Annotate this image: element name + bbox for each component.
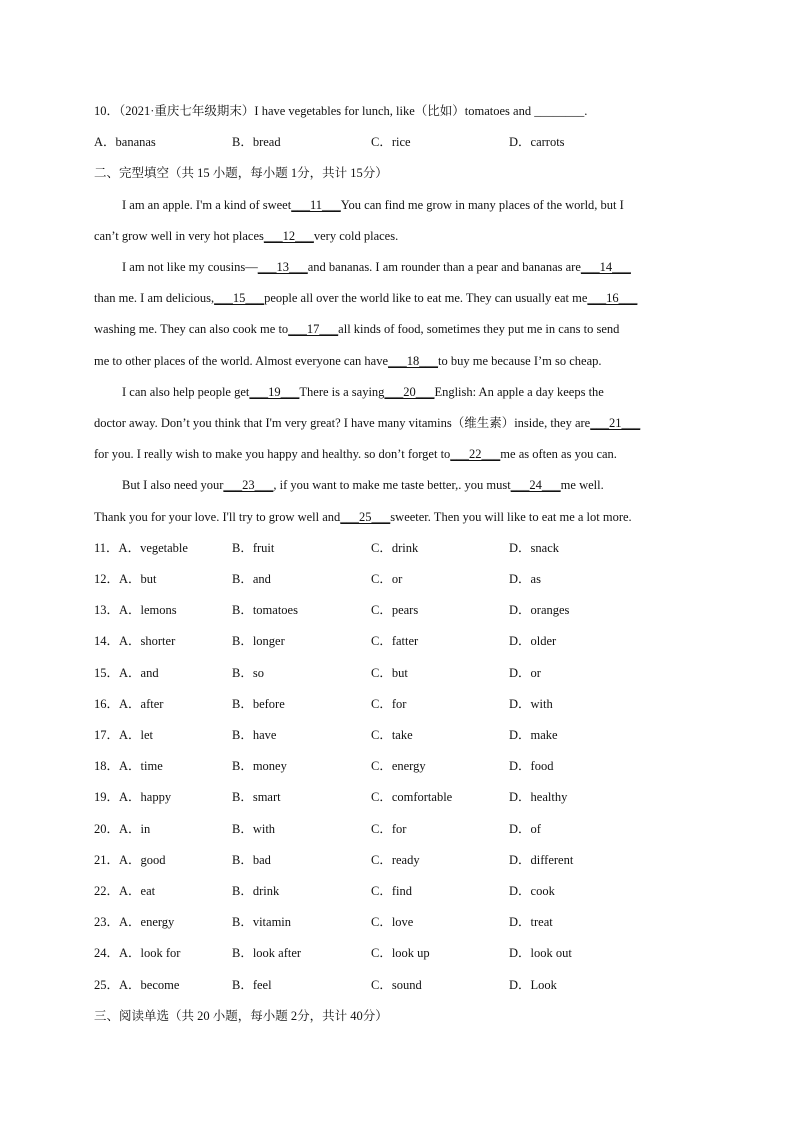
question-row: 23．A．energy B．vitamin C．love D．treat [94,915,553,929]
question-row: 15．A．and B．so C．but D．or [94,666,541,680]
passage-line: doctor away. Don’t you think that I'm very great? I have many vitamins（维生素）inside, they are___21___ [94,416,641,430]
question-row: 22．A．eat B．drink C．find D．cook [94,884,555,898]
blank-19: ___19___ [249,385,300,399]
question-row: 24．A．look for B．look after C．look up D．look out [94,946,572,960]
question-row: 13．A．lemons B．tomatoes C．pears D．oranges [94,603,570,617]
question-row: 19．A．happy B．smart C．comfortable D．healthy [94,790,568,804]
option-d: D．carrots [509,135,565,149]
blank-16: ___16___ [587,291,638,305]
option-a: A．bananas [94,135,156,149]
blank-21: ___21___ [590,416,641,430]
passage-line: me to other places of the world. Almost everyone can have___18___to buy me because I’m so cheap. [94,354,602,368]
blank-20: ___20___ [384,385,435,399]
question-row: 20．A．in B．with C．for D．of [94,822,541,836]
blank-17: ___17___ [288,322,339,336]
question-row: 21．A．good B．bad C．ready D．different [94,853,574,867]
blank-14: ___14___ [580,260,631,274]
blank-24: ___24___ [510,478,561,492]
question-10-options [94,134,714,150]
blank-23: ___23___ [223,478,274,492]
question-row: 11．A．vegetable B．fruit C．drink D．snack [94,541,559,555]
passage-line: can’t grow well in very hot places___12___very cold places. [94,229,399,243]
section-2-header: 二、完型填空（共 15 小题，每小题 1分，共计 15分） [94,166,388,180]
question-row: 14．A．shorter B．longer C．fatter D．older [94,634,557,648]
passage-line: But I also need your___23___, if you want to make me taste better,. you must___24___me well. [122,478,604,492]
blank-12: ___12___ [263,229,314,243]
passage-line: for you. I really wish to make you happy and healthy. so don’t forget to___22___me as often as you can. [94,447,617,461]
question-row: 18．A．time B．money C．energy D．food [94,759,554,773]
question-row: 12．A．but B．and C．or D．as [94,572,541,586]
question-10-stem: 10．（2021·重庆七年级期末）I have vegetables for lunch, like（比如）tomatoes and ________. [94,104,588,118]
blank-18: ___18___ [388,354,439,368]
passage-line: I am not like my cousins—___13___and bananas. I am rounder than a pear and bananas are___14___ [122,260,631,274]
question-row: 16．A．after B．before C．for D．with [94,697,553,711]
passage-line: than me. I am delicious,___15___people all over the world like to eat me. They can usually eat me___16___ [94,291,638,305]
section-3-header: 三、阅读单选（共 20 小题，每小题 2分，共计 40分） [94,1009,388,1023]
passage-line: washing me. They can also cook me to___17___all kinds of food, sometimes they put me in cans to send [94,322,620,336]
blank-25: ___25___ [340,510,391,524]
passage-line: I am an apple. I'm a kind of sweet___11___You can find me grow in many places of the world, but I [122,198,624,212]
passage-line: I can also help people get___19___There is a saying___20___English: An apple a day keeps the [122,385,604,399]
passage-line: Thank you for your love. I'll try to grow well and___25___sweeter. Then you will like to eat me a lot more. [94,510,632,524]
option-b: B．bread [232,135,281,149]
question-row: 17．A．let B．have C．take D．make [94,728,558,742]
blank-13: ___13___ [257,260,308,274]
option-c: C．rice [371,135,411,149]
question-row: 25．A．become B．feel C．sound D．Look [94,978,557,992]
blank-22: ___22___ [450,447,501,461]
blank-15: ___15___ [214,291,265,305]
blank-11: ___11___ [291,198,341,212]
